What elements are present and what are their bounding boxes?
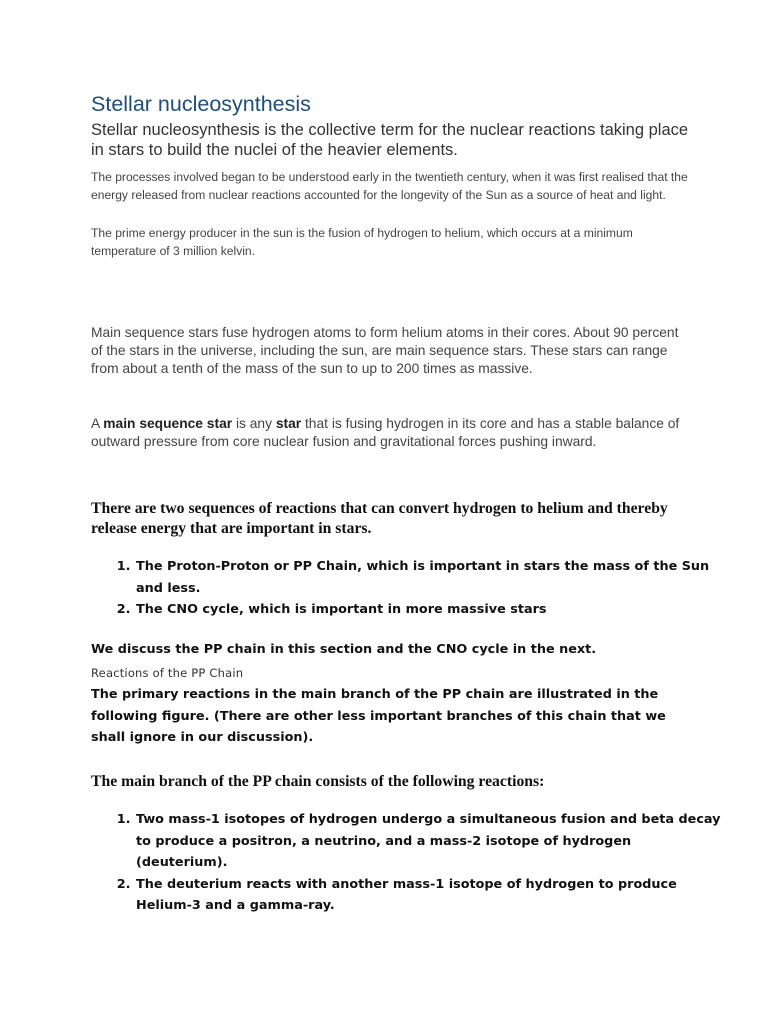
definition-text-2: is any [232, 416, 276, 431]
list-item: 2. The CNO cycle, which is important in more massive stars [135, 599, 725, 621]
paragraph-main-sequence: Main sequence stars fuse hydrogen atoms to form helium atoms in their cores. About 90 percent of the stars in the universe, including the sun, are main sequence stars. These stars can range from about a tenth of the mass of the sun to up to 200 times as massive. [91, 325, 679, 377]
paragraph-history: The processes involved began to be understood early in the twentieth century, when it was first realised that the energy released from nuclear reactions accounted for the longevity of the Sun as a source of heat and light. [91, 170, 688, 202]
paragraph-energy-producer: The prime energy producer in the sun is the fusion of hydrogen to helium, which occurs at a minimum temperature of 3 million kelvin. [91, 226, 633, 258]
page-title: Stellar nucleosynthesis [91, 92, 311, 116]
subtitle: Stellar nucleosynthesis is the collective term for the nuclear reactions taking place in stars to build the nuclei of the heavier elements. [91, 121, 689, 159]
paragraph-main-branch: The main branch of the PP chain consists of the following reactions: [91, 773, 545, 790]
paragraph-definition [91, 415, 691, 451]
definition-term-main-sequence-star: main sequence star [103, 416, 233, 431]
list-item: 1. Two mass-1 isotopes of hydrogen undergo a simultaneous fusion and beta decay to produce a positron, a neutrino, and a mass-2 isotope of hydrogen (deuterium). [135, 809, 725, 874]
list-item: 2. The deuterium reacts with another mass-1 isotope of hydrogen to produce Helium-3 and a gamma-ray. [135, 874, 725, 917]
paragraph-two-sequences: There are two sequences of reactions that can convert hydrogen to helium and thereby release energy that are important in stars. [91, 500, 668, 537]
pp-chain-reactions-list [91, 809, 725, 917]
definition-term-star: star [275, 416, 302, 431]
reaction-sequences-list [91, 556, 725, 621]
paragraph-discussion: We discuss the PP chain in this section and the CNO cycle in the next. [91, 642, 597, 657]
definition-text-1: A [91, 416, 104, 431]
list-item: 1. The Proton-Proton or PP Chain, which is important in stars the mass of the Sun and less. [135, 556, 725, 599]
section-heading: Reactions of the PP Chain [91, 666, 244, 680]
paragraph-primary-reactions: The primary reactions in the main branch of the PP chain are illustrated in the following figure. (There are other less important branches of this chain that we shall ignore in our discussion). [91, 687, 666, 745]
definition-text-3: that is fusing hydrogen in its core and has a stable balance of outward pressure from core nuclear fusion and gravitational forces pushing inward. [91, 416, 680, 450]
